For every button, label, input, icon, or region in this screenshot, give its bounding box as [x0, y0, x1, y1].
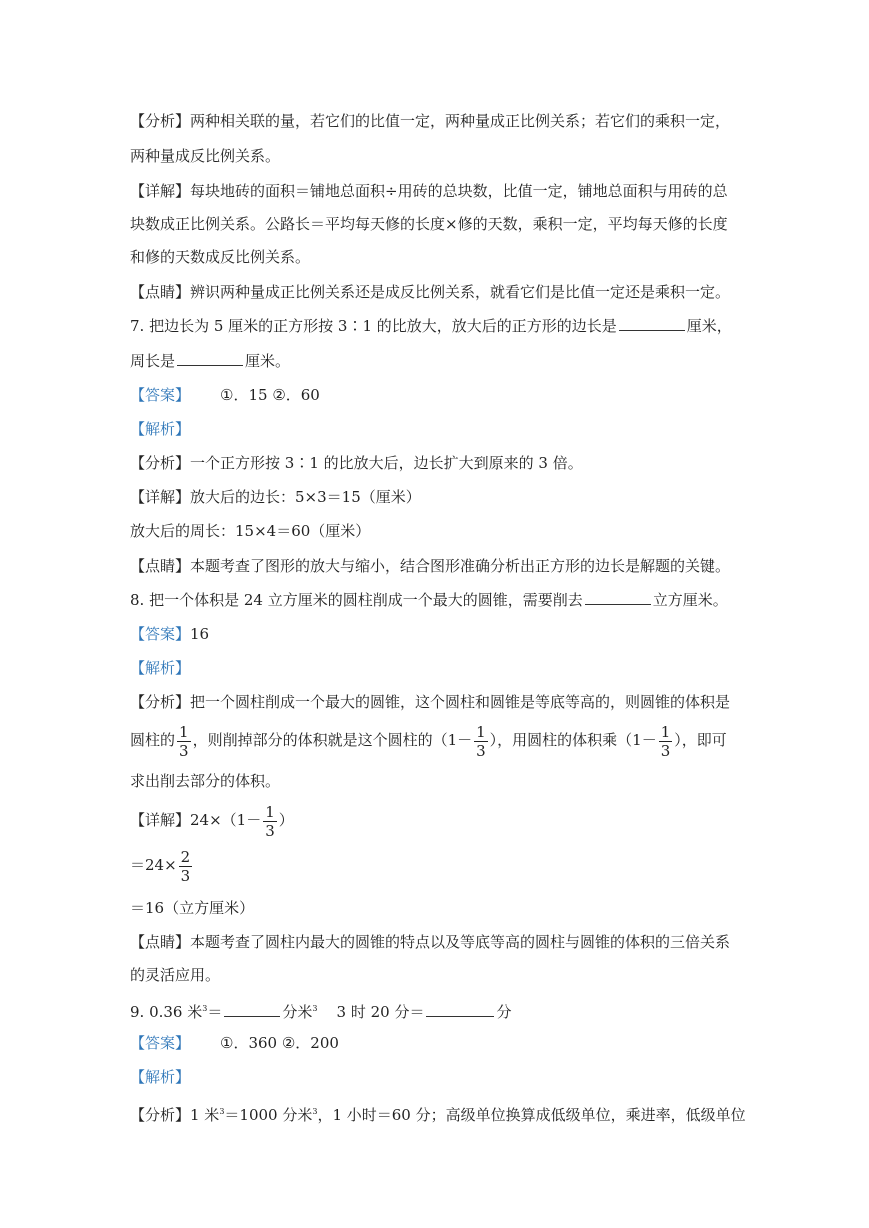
answer-9	[130, 1032, 339, 1054]
text-line: 放大后的周长：15×4＝60（厘米）	[130, 522, 371, 540]
text-segment: ）	[278, 811, 294, 829]
answer-blank[interactable]	[224, 1001, 280, 1017]
text-line: 【点睛】辨识两种量成正比例关系还是成反比例关系，就看它们是比值一定还是乘积一定。	[130, 283, 731, 301]
q9-text: 分	[496, 1003, 512, 1021]
question-8	[130, 589, 728, 611]
text-segment: ＝24×	[130, 856, 177, 874]
text-line: 【点睛】本题考查了圆柱内最大的圆锥的特点以及等底等高的圆柱与圆锥的体积的三倍关系	[130, 933, 731, 951]
text-line-with-fraction	[130, 800, 294, 840]
answer-blank[interactable]	[177, 350, 243, 366]
answer-blank[interactable]	[619, 315, 685, 331]
q8-unit: 立方厘米。	[652, 591, 728, 609]
text-line: 【点睛】本题考查了图形的放大与缩小，结合图形准确分析出正方形的边长是解题的关键。	[130, 557, 731, 575]
exponent: 3	[312, 1004, 318, 1013]
question-9	[130, 998, 512, 1023]
text-line: 【分析】两种相关联的量，若它们的比值一定，两种量成正比例关系；若它们的乘积一定，	[130, 112, 731, 130]
question-7-cont	[130, 350, 290, 372]
question-7	[130, 315, 732, 337]
q7-text: 周长是	[130, 352, 176, 370]
q9-text: 9. 0.36 米	[130, 1003, 203, 1021]
q7-unit: 厘米。	[245, 352, 291, 370]
analysis-label: 【解析】	[130, 659, 191, 677]
text-segment: 【分析】1 米	[130, 1106, 220, 1124]
q9-text: 3 时 20 分＝	[317, 1003, 425, 1021]
analysis-label: 【解析】	[130, 420, 191, 438]
text-line	[130, 1101, 746, 1126]
text-segment: ），即可	[674, 731, 727, 749]
text-segment: ＝1000 分米	[224, 1106, 313, 1124]
text-line: 【分析】把一个圆柱削成一个最大的圆锥，这个圆柱和圆锥是等底等高的，则圆锥的体积是	[130, 693, 731, 711]
q7-unit: 厘米，	[686, 317, 732, 335]
answer-blank[interactable]	[585, 589, 651, 605]
text-line: 块数成正比例关系。公路长＝平均每天修的长度×修的天数，乘积一定，平均每天修的长度	[130, 215, 728, 233]
q9-text: 分米	[282, 1003, 313, 1021]
text-segment: ，1 小时＝60 分；高级单位换算成低级单位，乘进率，低级单位	[317, 1106, 746, 1124]
analysis-label: 【解析】	[130, 1068, 191, 1086]
text-line: 两种量成反比例关系。	[130, 147, 281, 165]
fraction-two-thirds: $\frac{2}{3}$	[180, 847, 191, 885]
answer-label: 【答案】	[130, 625, 191, 643]
answer-blank[interactable]	[426, 1001, 494, 1017]
answer-7	[130, 384, 320, 406]
answer-value: ①．15 ②．60	[220, 386, 320, 404]
text-line: 【详解】放大后的边长：5×3＝15（厘米）	[130, 488, 421, 506]
answer-8	[130, 623, 209, 645]
text-line-with-fractions	[130, 720, 727, 760]
text-line: 的灵活应用。	[130, 966, 221, 984]
answer-label: 【答案】	[130, 386, 191, 404]
answer-value: 16	[190, 625, 210, 643]
text-line: 【分析】一个正方形按 3∶1 的比放大后，边长扩大到原来的 3 倍。	[130, 454, 583, 472]
text-segment: ），用圆柱的体积乘（1－	[489, 731, 657, 749]
fraction-one-third: $\frac{1}{3}$	[660, 722, 671, 760]
exponent: 3	[219, 1107, 225, 1116]
exponent: 3	[202, 1004, 208, 1013]
q7-text: 7. 把边长为 5 厘米的正方形按 3∶1 的比放大，放大后的正方形的边长是	[130, 317, 617, 335]
fraction-one-third: $\frac{1}{3}$	[476, 722, 486, 760]
text-segment: 【详解】24×（1－	[130, 811, 262, 829]
q9-text: ＝	[207, 1003, 223, 1021]
text-line: 【详解】每块地砖的面积＝铺地总面积÷用砖的总块数，比值一定，铺地总面积与用砖的总	[130, 182, 728, 200]
fraction-one-third: $\frac{1}{3}$	[265, 802, 275, 840]
fraction-one-third: $\frac{1}{3}$	[179, 722, 189, 760]
answer-label: 【答案】	[130, 1034, 191, 1052]
text-segment: ，则削掉部分的体积就是这个圆柱的（1－	[192, 731, 473, 749]
text-line: 求出削去部分的体积。	[130, 772, 281, 790]
exponent: 3	[312, 1107, 318, 1116]
text-segment: 圆柱的	[130, 731, 176, 749]
text-line: 和修的天数成反比例关系。	[130, 248, 311, 266]
text-line-with-fraction	[130, 845, 194, 885]
answer-value: ①．360 ②．200	[220, 1034, 339, 1052]
text-line: ＝16（立方厘米）	[130, 899, 255, 917]
q8-text: 8. 把一个体积是 24 立方厘米的圆柱削成一个最大的圆锥，需要削去	[130, 591, 583, 609]
